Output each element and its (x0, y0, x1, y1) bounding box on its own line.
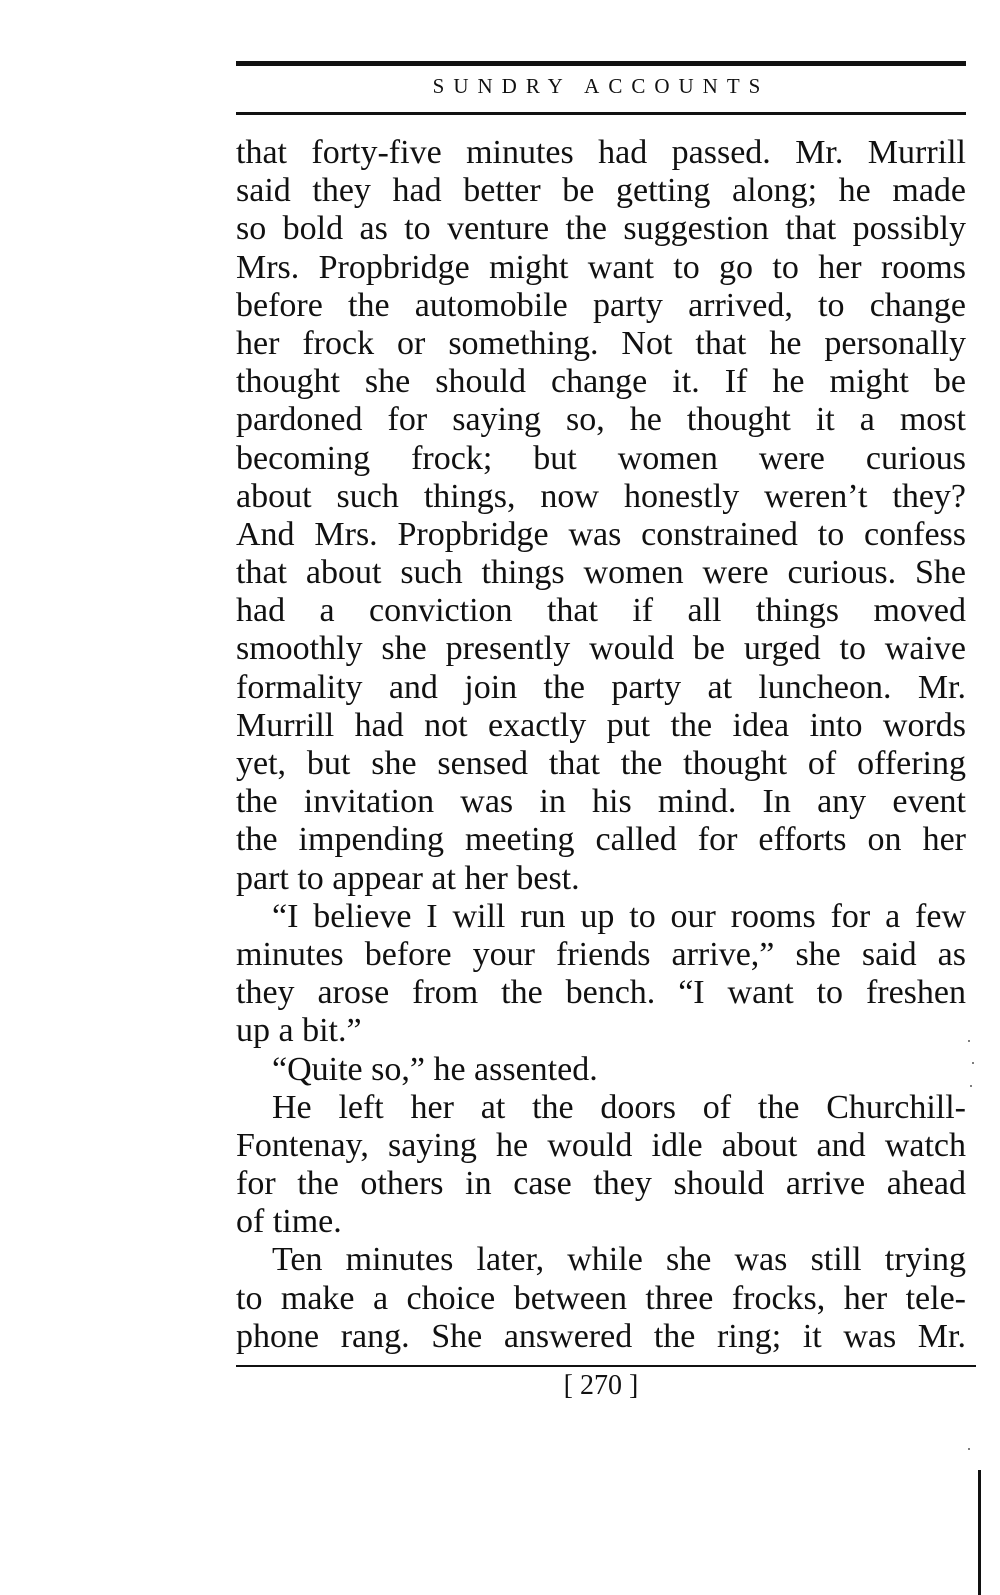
text-line: up a bit.” (236, 1012, 362, 1050)
text-line: Ten minutes later, while she was still trying (272, 1241, 966, 1279)
text-line: pardoned for saying so, he thought it a most (236, 401, 966, 439)
scan-speck (968, 1448, 970, 1450)
running-head: SUNDRY ACCOUNTS (432, 74, 770, 98)
text-line: “I believe I will run up to our rooms for a few (272, 897, 966, 935)
text-line: so bold as to venture the suggestion that possibly (236, 210, 966, 248)
header-rule-bottom (236, 112, 966, 115)
text-line: of time. (236, 1203, 342, 1241)
text-line: her frock or something. Not that he personally (236, 324, 966, 362)
text-line: Mrs. Propbridge might want to go to her rooms (236, 248, 966, 286)
header-rule-top (236, 61, 966, 66)
text-line: before the automobile party arrived, to change (236, 286, 966, 324)
scan-speck (972, 1062, 974, 1064)
text-line: that forty-five minutes had passed. Mr. Murrill (236, 134, 966, 171)
text-line: part to appear at her best. (236, 859, 580, 897)
text-line: He left her at the doors of the Churchill- (272, 1088, 966, 1126)
text-line: Fontenay, saying he would idle about and watch (236, 1126, 966, 1164)
text-line: phone rang. She answered the ring; it was Mr. (236, 1317, 966, 1355)
text-line: they arose from the bench. “I want to freshen (236, 974, 966, 1012)
text-line: about such things, now honestly weren’t they? (236, 477, 966, 515)
text-line: Murrill had not exactly put the idea into words (236, 706, 966, 744)
text-line: the impending meeting called for efforts on her (236, 821, 966, 859)
text-line: smoothly she presently would be urged to waive (236, 630, 966, 668)
scan-speck (968, 1040, 970, 1042)
text-line: thought she should change it. If he might be (236, 363, 966, 401)
text-line: had a conviction that if all things moved (236, 592, 966, 630)
scan-edge-mark (978, 1470, 981, 1595)
scan-speck (970, 1085, 972, 1087)
text-line: to make a choice between three frocks, her tele- (236, 1279, 966, 1317)
text-line: the invitation was in his mind. In any event (236, 783, 966, 821)
text-line: said they had better be getting along; he made (236, 172, 966, 210)
text-line: yet, but she sensed that the thought of offering (236, 745, 966, 782)
body-text (236, 134, 966, 1356)
text-line: And Mrs. Propbridge was constrained to confess (236, 515, 966, 553)
text-line: “Quite so,” he assented. (272, 1050, 598, 1088)
text-line: that about such things women were curious. She (236, 554, 966, 592)
text-line: for the others in case they should arrive ahead (236, 1165, 966, 1203)
footer-rule (236, 1365, 976, 1367)
text-line: minutes before your friends arrive,” she said as (236, 935, 966, 973)
text-line: becoming frock; but women were curious (236, 439, 966, 477)
text-line: formality and join the party at luncheon. Mr. (236, 668, 966, 706)
page-number: [ 270 ] (563, 1370, 639, 1401)
